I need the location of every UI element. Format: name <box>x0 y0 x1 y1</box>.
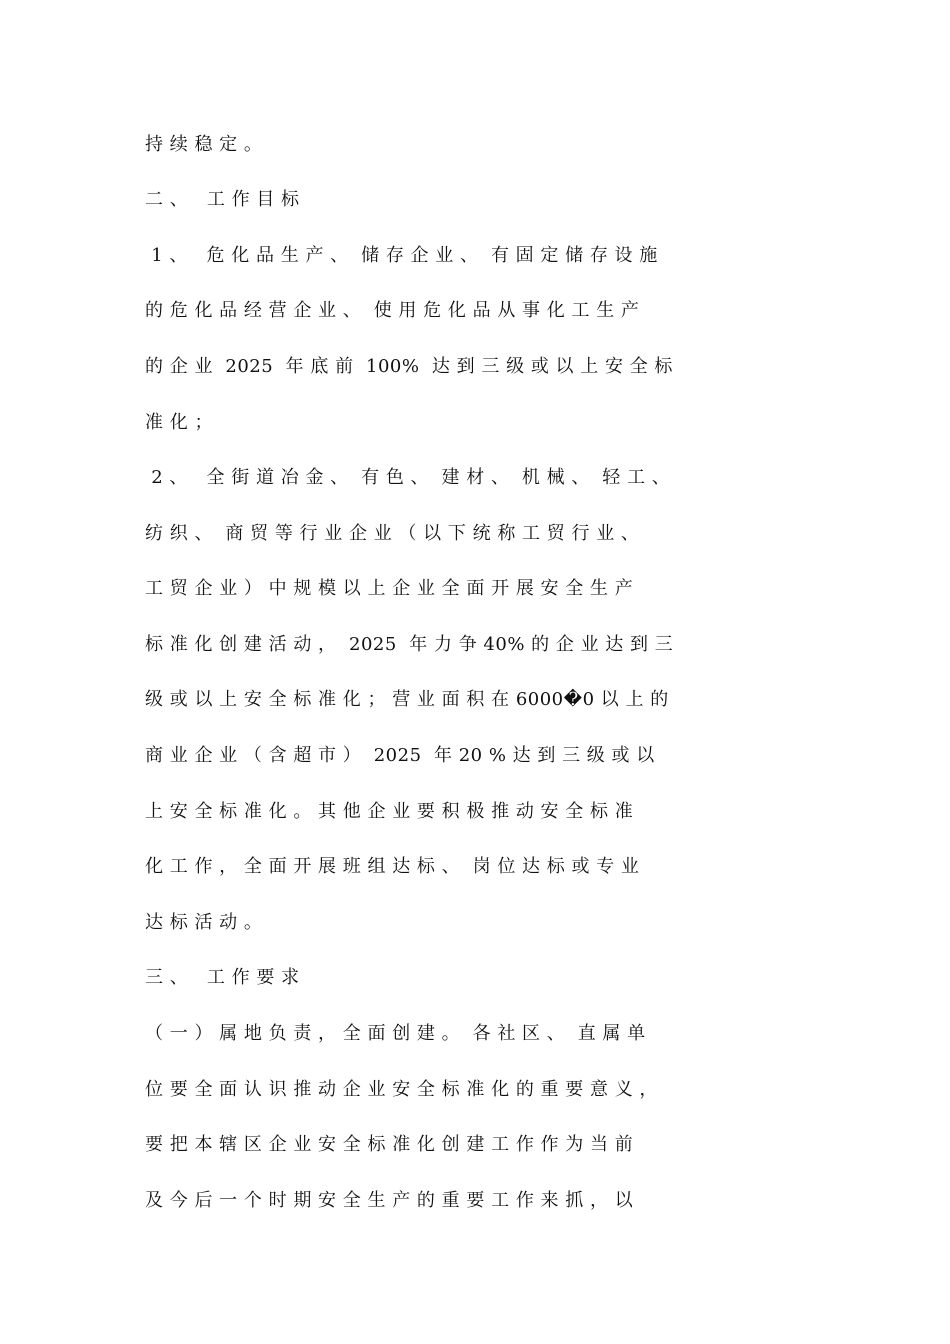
text-line: 1 、 危 化 品 生 产 、 储 存 企 业 、 有 固 定 储 存 设 施 <box>145 245 658 266</box>
text-line: （ 一 ） 属 地 负 责 ， 全 面 创 建 。 各 社 区 、 直 属 单 <box>145 1023 646 1044</box>
text-line: 化 工 作 ， 全 面 开 展 班 组 达 标 、 岗 位 达 标 或 专 业 <box>145 856 640 877</box>
text-line: 及 今 后 一 个 时 期 安 全 生 产 的 重 要 工 作 来 抓 ， 以 <box>145 1190 634 1211</box>
section-heading: 二 、 工 作 目 标 <box>145 189 300 210</box>
text-line: 的 危 化 品 经 营 企 业 、 使 用 危 化 品 从 事 化 工 生 产 <box>145 300 640 321</box>
text-line: 级 或 以 上 安 全 标 准 化 ； 营 业 面 积 在 6000�0 以 上 的 <box>145 689 669 710</box>
text-line: 上 安 全 标 准 化 。 其 他 企 业 要 积 极 推 动 安 全 标 准 <box>145 801 634 822</box>
text-line: 工 贸 企 业 ） 中 规 模 以 上 企 业 全 面 开 展 安 全 生 产 <box>145 578 634 599</box>
text-line: 准 化 ； <box>145 412 213 433</box>
text-line: 达 标 活 动 。 <box>145 912 263 933</box>
section-heading: 三 、 工 作 要 求 <box>145 967 300 988</box>
text-line: 的 企 业 2025 年 底 前 100% 达 到 三 级 或 以 上 安 全 标 <box>145 356 673 377</box>
text-line: 标 准 化 创 建 活 动 ， 2025 年 力 争 40% 的 企 业 达 到 三 <box>145 634 674 655</box>
text-line: 2 、 全 街 道 冶 金 、 有 色 、 建 材 、 机 械 、 轻 工 、 <box>145 467 671 488</box>
text-line: 要 把 本 辖 区 企 业 安 全 标 准 化 创 建 工 作 作 为 当 前 <box>145 1134 634 1155</box>
text-line: 持 续 稳 定 。 <box>145 134 263 155</box>
text-line: 商 业 企 业 （ 含 超 市 ） 2025 年 20 % 达 到 三 级 或 以 <box>145 745 655 766</box>
text-line: 纺 织 、 商 贸 等 行 业 企 业 （ 以 下 统 称 工 贸 行 业 、 <box>145 523 640 544</box>
text-line: 位 要 全 面 认 识 推 动 企 业 安 全 标 准 化 的 重 要 意 义 ， <box>145 1079 658 1100</box>
